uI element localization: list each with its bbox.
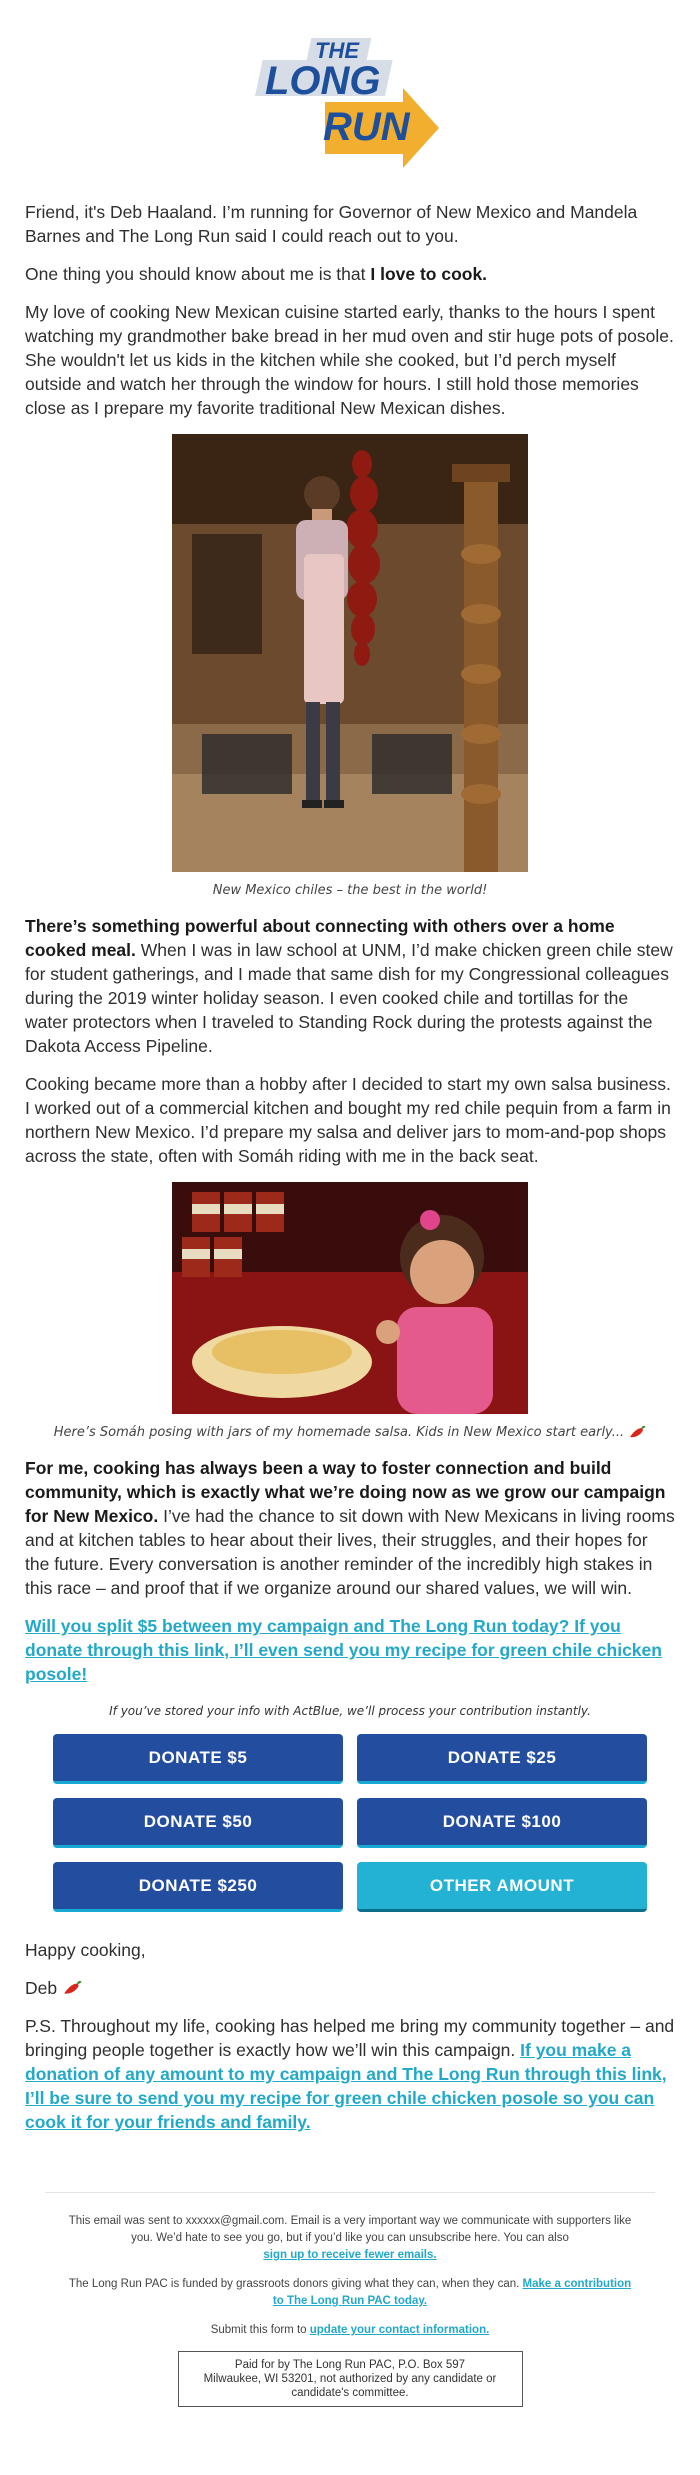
- footer-sent-notice: [65, 2213, 635, 2264]
- section2-p1-bold: There’s something powerful about connecting with others over a home cooked meal.: [25, 916, 615, 960]
- ps-donation-link[interactable]: If you make a donation of any amount to my campaign and The Long Run through this link, I’ll be sure to send you my recipe for green chile chicken posole so you can cook it for your friends and family.: [25, 2040, 667, 2132]
- donate-other-amount-button[interactable]: OTHER AMOUNT: [357, 1862, 647, 1912]
- split-donation-link[interactable]: Will you split $5 between my campaign and The Long Run today? If you donate through this link, I’ll even send you my recipe for green chile chicken posole!: [25, 1616, 662, 1684]
- closing-line: Happy cooking,: [25, 1940, 146, 1960]
- logo-container: [25, 0, 675, 200]
- donate-5-button[interactable]: DONATE $5: [53, 1734, 343, 1784]
- footer-sent-prefix: This email was sent to: [68, 2215, 186, 2227]
- footer: [25, 2213, 675, 2407]
- logo-text-run: RUN: [323, 105, 410, 149]
- intro-paragraph-3: My love of cooking New Mexican cuisine started early, thanks to the hours I spent watching my grandmother bake bread in her mud oven and stir huge pots of posole. She wouldn't let us kids in the kitchen while she cooked, but I’d perch myself outside and watch her through the window for hours. I still hold those memories close as I prepare my favorite traditional New Mexican dishes.: [25, 302, 674, 418]
- footer-submit-prefix: Submit this form to: [210, 2324, 310, 2336]
- photo-1-caption: New Mexico chiles – the best in the world!: [212, 883, 488, 898]
- footer-funded-prefix: The Long Run PAC is funded by grassroots donors giving what they can, when they can.: [68, 2278, 523, 2290]
- donate-100-button[interactable]: DONATE $100: [357, 1798, 647, 1848]
- photo-1-block: [25, 434, 675, 877]
- photo-2-block: [25, 1182, 675, 1419]
- footer-sent-suffix: . Email is a very important way we communicate with supporters like you. We’d hate to see you go, but if you’d like you can unsubscribe here. You can also: [131, 2215, 632, 2244]
- update-contact-link[interactable]: update your contact information.: [309, 2324, 490, 2336]
- signature-name: Deb: [25, 1978, 58, 1998]
- photo-2-caption: [25, 1425, 675, 1440]
- paid-for-line-2: Milwaukee, WI 53201, not authorized by any candidate or candidate's committee.: [203, 2373, 497, 2399]
- logo-text-the: THE: [315, 38, 359, 63]
- footer-submit-notice: [65, 2322, 635, 2339]
- section2-p1-rest: When I was in law school at UNM, I’d make chicken green chile stew for student gatherings, and I made that same dish for my Congressional colleagues during the 2019 winter holiday season. I even cooked chile and tortillas for the water protectors when I traveled to Standing Rock during the protests against the Dakota Access Pipeline.: [25, 940, 673, 1056]
- cta-paragraph: [25, 1614, 675, 1686]
- actblue-note: If you’ve stored your info with ActBlue, we’ll process your contribution instantly.: [109, 1704, 591, 1718]
- section2-paragraph-1: [25, 914, 675, 1058]
- donate-button-grid: [25, 1734, 675, 1912]
- photo-2-caption-text: Here’s Somáh posing with jars of my homemade salsa. Kids in New Mexico start early...: [53, 1425, 625, 1440]
- section3-paragraph-1: [25, 1456, 675, 1600]
- ps-paragraph: [25, 2014, 675, 2134]
- ps-prefix: P.S. Throughout my life, cooking has helped me bring my community together – and bringing people together is exactly how we’ll win this campaign.: [25, 2016, 675, 2060]
- the-long-run-logo[interactable]: [255, 30, 445, 170]
- contribute-link[interactable]: Make a contribution to The Long Run PAC today.: [272, 2278, 632, 2307]
- paid-for-line-1: Paid for by The Long Run PAC, P.O. Box 597: [234, 2359, 466, 2371]
- intro-p2-bold: I love to cook.: [370, 264, 488, 284]
- deb-chiles-photo: [172, 434, 528, 872]
- intro-paragraph-1: Friend, it's Deb Haaland. I’m running for Governor of New Mexico and Mandela Barnes and The Long Run said I could reach out to you.: [25, 202, 638, 246]
- chile-pepper-icon: [62, 1981, 82, 1997]
- footer-divider: [45, 2192, 655, 2193]
- section3-p1-bold: For me, cooking has always been a way to foster connection and build community, which is exactly what we’re doing now as we grow our campaign for New Mexico.: [25, 1458, 666, 1526]
- footer-funded-notice: [65, 2276, 635, 2310]
- logo-graphic: [255, 30, 445, 170]
- fewer-emails-link[interactable]: sign up to receive fewer emails.: [263, 2249, 437, 2261]
- donate-50-button[interactable]: DONATE $50: [53, 1798, 343, 1848]
- signature: [25, 1976, 675, 2000]
- section2-paragraph-2: Cooking became more than a hobby after I decided to start my own salsa business. I worked out of a commercial kitchen and bought my red chile pequin from a farm in northern New Mexico. I’d prepare my salsa and deliver jars to mom-and-pop shops across the state, often with Somáh riding with me in the back seat.: [25, 1074, 671, 1166]
- footer-email: xxxxxx@gmail.com: [185, 2215, 285, 2227]
- somah-salsa-photo: [172, 1182, 528, 1414]
- intro-p2-prefix: One thing you should know about me is that: [25, 264, 371, 284]
- section3-p1-rest: I’ve had the chance to sit down with New Mexicans in living rooms and at kitchen tables to hear about their lives, their struggles, and their hopes for the future. Every conversation is another reminder of the incredibly high stakes in this race – and proof that if we organize around our shared values, we will win.: [25, 1506, 675, 1598]
- paid-for-disclaimer: [178, 2351, 523, 2407]
- donate-250-button[interactable]: DONATE $250: [53, 1862, 343, 1912]
- chile-pepper-icon: [628, 1426, 646, 1440]
- donate-25-button[interactable]: DONATE $25: [357, 1734, 647, 1784]
- logo-text-long: LONG: [265, 59, 381, 103]
- intro-paragraph-2: [25, 262, 675, 286]
